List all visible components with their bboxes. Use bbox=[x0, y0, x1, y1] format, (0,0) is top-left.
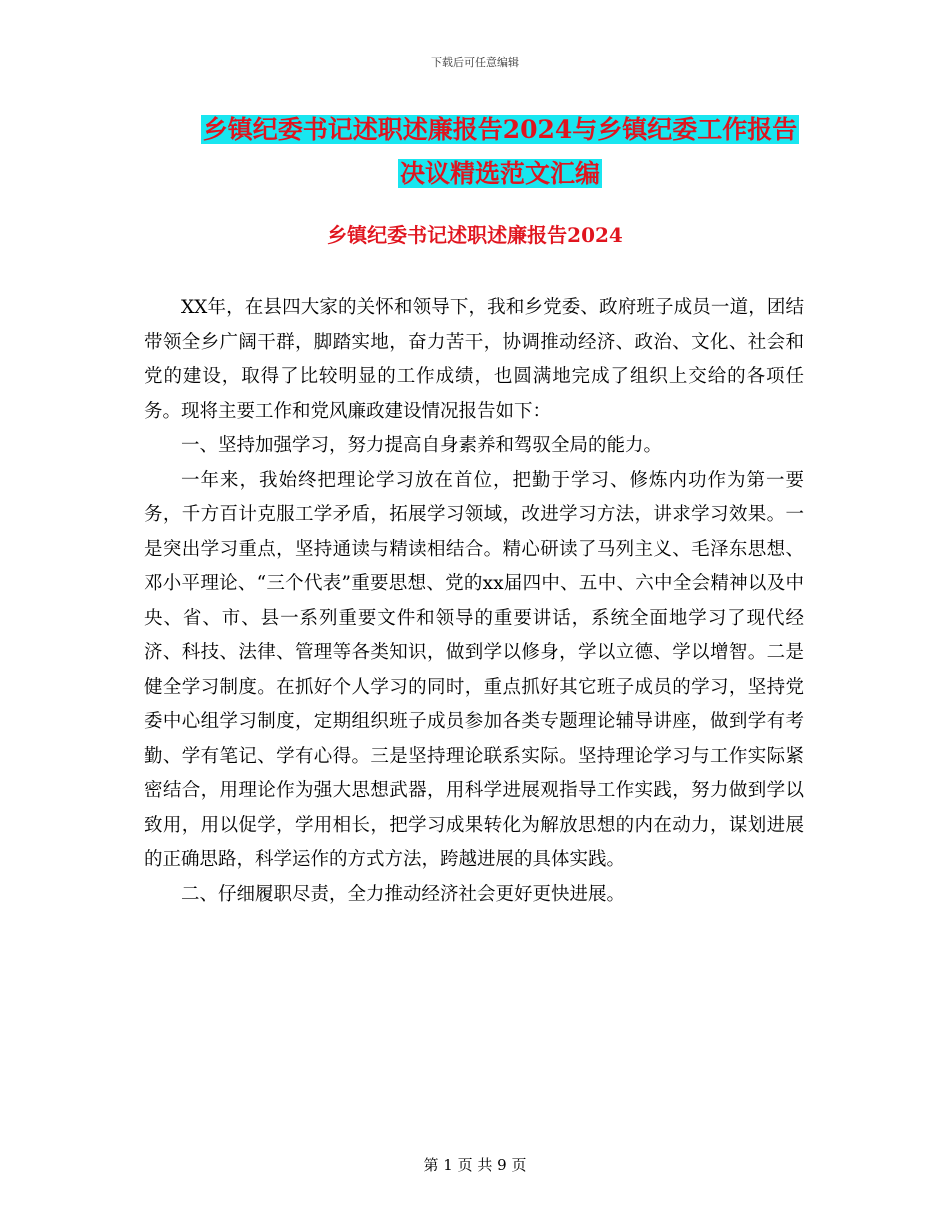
title-line-2: 决议精选范文汇编 bbox=[399, 159, 600, 188]
header-note: 下载后可任意编辑 bbox=[431, 56, 519, 69]
document-title bbox=[140, 108, 860, 196]
page-footer: 第 1 页 共 9 页 bbox=[423, 1156, 527, 1174]
paragraph-heading-1: 一、坚持加强学习，努力提高自身素养和驾驭全局的能力。 bbox=[181, 435, 663, 456]
body-text bbox=[144, 291, 804, 912]
title-line-1: 乡镇纪委书记述职述廉报告2024与乡镇纪委工作报告 bbox=[202, 115, 798, 144]
paragraph-heading-2: 二、仔细履职尽责，全力推动经济社会更好更快进展。 bbox=[181, 883, 626, 905]
paragraph-intro: XX年，在县四大家的关怀和领导下，我和乡党委、政府班子成员一道，团结带领全乡广阔干群，脚踏实地，奋力苦干，协调推动经济、政治、文化、社会和党的建设，取得了比较明显的工作成绩，也圆满地完成了组织上交给的各项任务。现将主要工作和党风廉政建设情况报告如下： bbox=[144, 297, 804, 422]
paragraph-study: 一年来，我始终把理论学习放在首位，把勤于学习、修炼内功作为第一要务，千方百计克服工学矛盾，拓展学习领域，改进学习方法，讲求学习效果。一是突出学习重点，坚持通读与精读相结合。精心研读了马列主义、毛泽东思想、邓小平理论、“三个代表”重要思想、党的xx届四中、五中、六中全会精神以及中央、省、市、县一系列重要文件和领导的重要讲话，系统全面地学习了现代经济、科技、法律、管理等各类知识，做到学以修身，学以立德、学以增智。二是健全学习制度。在抓好个人学习的同时，重点抓好其它班子成员的学习，坚持党委中心组学习制度，定期组织班子成员参加各类专题理论辅导讲座，做到学有考勤、学有笔记、学有心得。三是坚持理论联系实际。坚持理论学习与工作实际紧密结合，用理论作为强大思想武器，用科学进展观指导工作实践，努力做到学以致用，用以促学，学用相长，把学习成果转化为解放思想的内在动力，谋划进展的正确思路，科学运作的方式方法，跨越进展的具体实践。 bbox=[144, 469, 804, 870]
section-title: 乡镇纪委书记述职述廉报告2024 bbox=[327, 223, 623, 247]
